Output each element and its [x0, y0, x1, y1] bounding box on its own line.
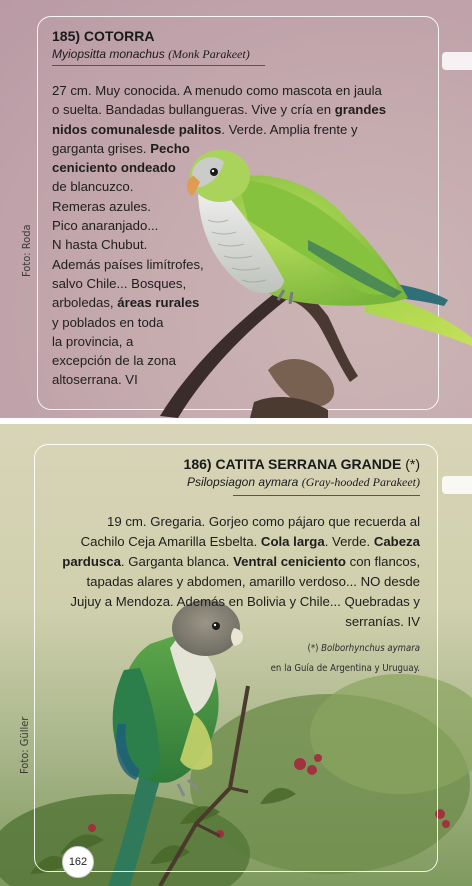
scientific-name: Myiopsitta monachus [52, 47, 165, 61]
description-text: o suelta. Bandadas bullangueras. Vive y cría en [52, 102, 335, 118]
footnote-mark: (*) [405, 456, 420, 472]
description-highlight: áreas rurales [117, 295, 200, 311]
description-line [42, 612, 420, 632]
description-line [52, 139, 424, 158]
description-line [52, 120, 424, 139]
description-text: altoserrana. VI [52, 372, 138, 388]
description-highlight: grandes [334, 102, 387, 118]
description-text: Remeras azules. [52, 198, 151, 214]
description-highlight: Ventral ceniciento [233, 554, 346, 569]
species-entry-cotorra [0, 0, 472, 418]
description-line [52, 197, 424, 216]
description-text: tapadas alares y abdomen, amarillo verdoso... NO desde [86, 574, 420, 589]
taxonomy-footnote [271, 639, 420, 679]
description-line [42, 592, 420, 612]
description-text: N hasta Chubut. [52, 237, 148, 253]
description-line [42, 572, 420, 592]
description-text: Pico anaranjado... [52, 218, 159, 234]
description-text: garganta grises. [52, 140, 151, 156]
description-highlight: Cola larga [260, 534, 325, 549]
description-line [52, 370, 424, 389]
description-line [52, 158, 424, 177]
description-line [52, 332, 424, 351]
description-line [52, 255, 424, 274]
description-highlight: Cabeza [373, 534, 420, 549]
description-highlight: Pecho [150, 140, 190, 156]
description-text: Cachilo Ceja Amarilla Esbelta. [80, 534, 261, 549]
description-text: serranías. IV [345, 614, 420, 629]
description-line [42, 552, 420, 572]
description-text: arboledas, [52, 295, 118, 311]
species-names [52, 47, 250, 62]
description-highlight: nidos comunalesde palitos [52, 121, 222, 137]
photo-credit: Foto: Roda [20, 224, 33, 277]
species-names [187, 475, 420, 490]
description-line [52, 313, 424, 332]
species-description [52, 81, 424, 390]
species-title: 185) COTORRA [52, 28, 155, 44]
footnote-scientific: Bolborhynchus aymara [321, 643, 420, 654]
footnote-line: en la Guía de Argentina y Uruguay. [270, 663, 420, 674]
description-text: y poblados en toda [52, 314, 164, 330]
description-line [42, 532, 420, 552]
description-text: Además países limítrofes, [52, 256, 204, 272]
description-text: salvo Chile... Bosques, [52, 275, 187, 291]
description-line [42, 512, 420, 532]
english-name: (Monk Parakeet) [168, 47, 250, 61]
description-line [52, 274, 424, 293]
species-title [184, 456, 420, 472]
species-title-text: 186) CATITA SERRANA GRANDE [183, 456, 402, 472]
description-line [52, 235, 424, 254]
species-description [42, 512, 420, 632]
description-text: Jujuy a Mendoza. Además en Bolivia y Chile... Quebradas y [70, 594, 420, 609]
description-line [52, 293, 424, 312]
title-underline [233, 495, 420, 496]
description-line [52, 177, 424, 196]
description-line [52, 100, 424, 119]
title-underline [52, 65, 265, 66]
description-text: con flancos, [345, 554, 420, 569]
description-line [52, 216, 424, 235]
page-number: 162 [62, 846, 94, 878]
description-text: 19 cm. Gregaria. Gorjeo como pájaro que recuerda al [107, 514, 420, 529]
footnote-prefix: (*) [307, 643, 322, 654]
species-entry-catita-serrana-grande [0, 424, 472, 886]
scientific-name: Psilopsiagon aymara [186, 475, 299, 489]
english-name: (Gray-hooded Parakeet) [301, 475, 420, 489]
description-text: de blancuzco. [52, 179, 134, 195]
description-text: . Garganta blanca. [120, 554, 234, 569]
description-text: . Verde. Amplia frente y [221, 121, 358, 137]
side-tab-marker [442, 476, 472, 494]
side-tab-marker [442, 52, 472, 70]
photo-credit: Foto: Güller [18, 716, 31, 774]
description-highlight: ceniciento ondeado [52, 160, 176, 176]
description-highlight: pardusca [62, 554, 121, 569]
description-text: 27 cm. Muy conocida. A menudo como mascota en jaula [52, 83, 382, 98]
description-text: la provincia, a [52, 333, 134, 349]
description-text: excepción de la zona [52, 353, 176, 369]
description-line [52, 81, 424, 100]
description-text: . Verde. [324, 534, 374, 549]
description-line [52, 351, 424, 370]
